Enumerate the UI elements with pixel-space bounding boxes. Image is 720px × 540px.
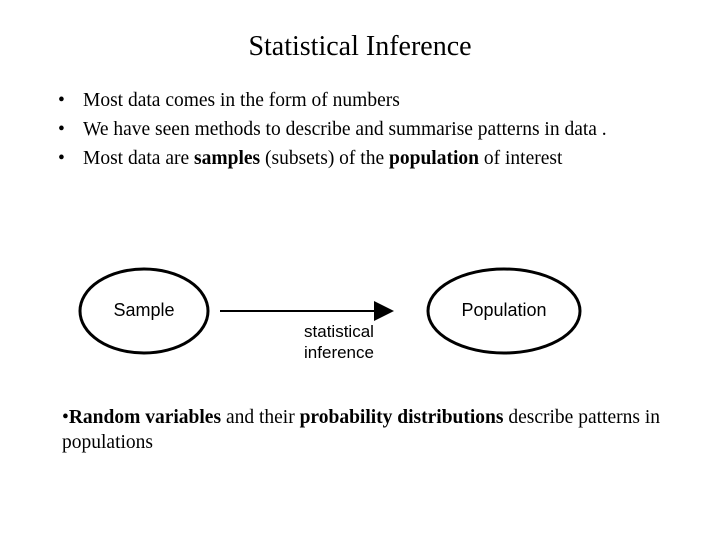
note-random-variables: Random variables xyxy=(68,407,222,428)
inference-diagram xyxy=(72,266,547,366)
bullet-item xyxy=(58,118,658,141)
bullet-icon: • xyxy=(58,148,65,169)
slide-title: Statistical Inference xyxy=(248,31,472,62)
population-node-label: Population xyxy=(461,300,547,320)
bullet-icon: • xyxy=(58,119,65,140)
bullet-list xyxy=(58,89,658,176)
bullet-text: Most data comes in the form of numbers xyxy=(83,90,400,111)
bullet-text: We have seen methods to describe and summarise patterns in data . xyxy=(83,119,607,140)
bullet-text-pre: Most data are xyxy=(83,148,195,169)
bullet-item xyxy=(58,89,658,112)
bottom-note xyxy=(62,405,662,455)
bullet-item xyxy=(58,147,658,170)
bullet-icon: • xyxy=(58,90,65,111)
bullet-text-population: population xyxy=(389,148,479,169)
arrow-caption-line2: inference xyxy=(304,343,374,362)
bullet-text-mid: (subsets) of the xyxy=(260,148,390,169)
bullet-text-samples: samples xyxy=(194,148,261,169)
arrow-caption-line1: statistical xyxy=(304,322,374,341)
note-post: describe patterns in populations xyxy=(62,407,660,453)
note-bullet-icon: • xyxy=(62,407,69,428)
note-probability-distributions: probability distributions xyxy=(299,407,504,428)
bullet-text-post: of interest xyxy=(478,148,563,169)
note-mid: and their xyxy=(221,407,300,428)
sample-node-label: Sample xyxy=(113,300,175,320)
